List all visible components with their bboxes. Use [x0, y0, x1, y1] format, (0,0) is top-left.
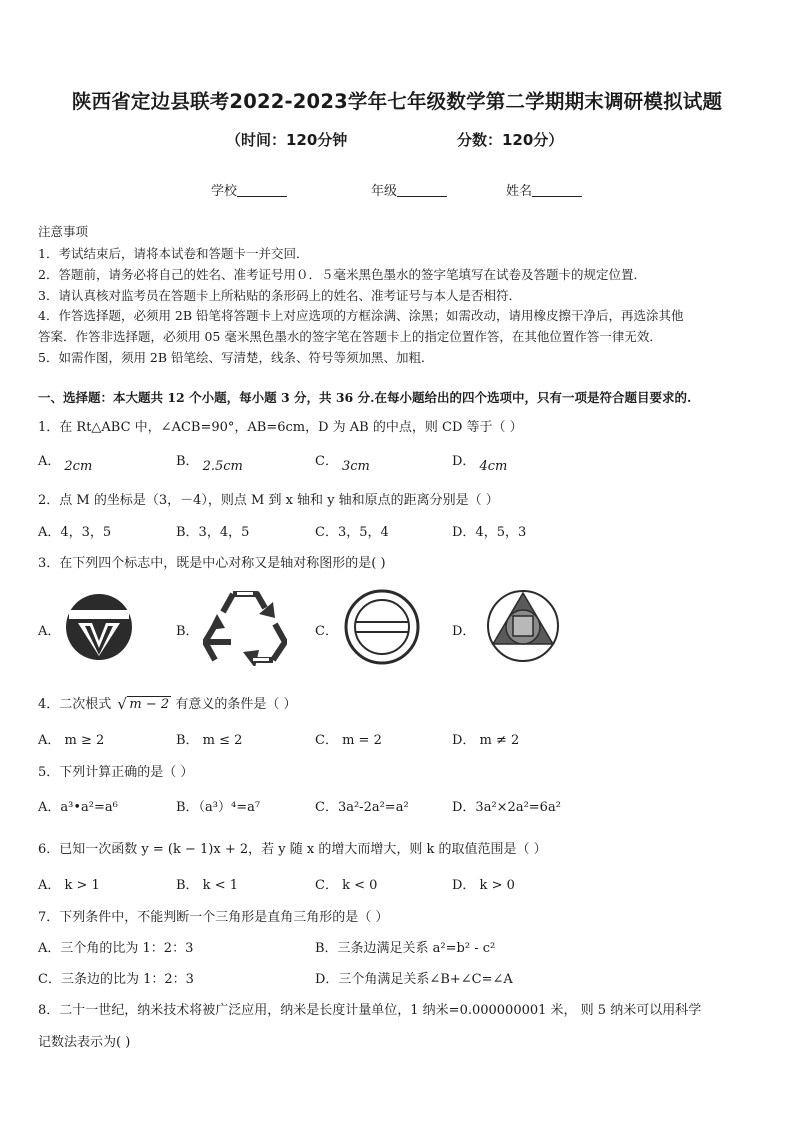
q6-option-c[interactable]: C． k < 0	[315, 878, 378, 893]
name-label: 姓名	[506, 184, 533, 199]
q7-option-c[interactable]: C．三条边的比为 1：2：3	[38, 972, 194, 987]
question-5-stem: 5．下列计算正确的是（ ）	[38, 765, 194, 780]
logo-a-emblem-icon	[64, 592, 134, 662]
grade-field[interactable]	[371, 180, 447, 199]
q2-option-c[interactable]: C．3，5，4	[315, 525, 389, 540]
option-label: D．	[452, 454, 476, 469]
q1-option-d[interactable]	[452, 450, 508, 474]
question-3-stem: 3．在下列四个标志中，既是中心对称又是轴对称图形的是( )	[38, 556, 386, 571]
q4-option-c[interactable]: C． m = 2	[315, 733, 382, 748]
note-item: 3．请认真核对监考员在答题卡上所粘贴的条形码上的姓名、准考证号与本人是否相符．	[38, 288, 521, 303]
q2-option-d[interactable]: D．4，5，3	[452, 525, 527, 540]
page-title: 陕西省定边县联考2022-2023学年七年级数学第二学期期末调研模拟试题	[71, 90, 723, 113]
q1-option-a[interactable]	[38, 450, 93, 474]
question-1-stem: 1．在 Rt△ABC 中，∠ACB=90°，AB=6cm，D 为 AB 的中点，则 CD 等于（ ）	[38, 420, 523, 435]
q7-option-d[interactable]: D．三个角满足关系∠B+∠C=∠A	[315, 972, 513, 987]
q1-option-c[interactable]	[315, 450, 370, 474]
question-8-stem-cont: 记数法表示为( )	[38, 1035, 131, 1050]
q3-option-d[interactable]: D．	[452, 624, 476, 639]
q6-option-b[interactable]: B． k < 1	[176, 878, 238, 893]
q4-option-a[interactable]: A． m ≥ 2	[38, 733, 105, 748]
logo-c-circle-bar-icon	[342, 588, 422, 666]
question-2-stem: 2．点 M 的坐标是（3，－4），则点 M 到 x 轴和 y 轴和原点的距离分别是（ ）	[38, 493, 499, 508]
option-label: A．	[38, 454, 61, 469]
logo-d-triangle-circle-icon	[484, 588, 562, 664]
question-4-stem	[38, 693, 296, 712]
note-item: 答案．作答非选择题，必须用 05 毫米黑色墨水的签字笔在答题卡上的指定位置作答，在其他位置作答一律无效．	[38, 329, 662, 344]
q5-option-a[interactable]: A．a³•a²=a⁶	[38, 800, 118, 815]
question-6-stem: 6．已知一次函数 y = (k − 1)x + 2，若 y 随 x 的增大而增大，则 k 的取值范围是（ ）	[38, 842, 547, 857]
q4-radical: √ m − 2	[117, 695, 170, 713]
section-heading: 一、选择题：本大题共 12 个小题，每小题 3 分，共 36 分.在每小题给出的四个选项中，只有一项是符合题目要求的.	[38, 390, 692, 405]
note-item: 2．答题前，请务必将自己的姓名、准考证号用０．５毫米黑色墨水的签字笔填写在试卷及答题卡的规定位置．	[38, 267, 646, 282]
school-field[interactable]	[211, 180, 287, 199]
q4-option-b[interactable]: B． m ≤ 2	[176, 733, 243, 748]
q2-option-a[interactable]: A．4，3，5	[38, 525, 112, 540]
logo-b-recycle-icon	[203, 586, 287, 666]
option-value: 2.5cm	[202, 459, 243, 474]
q5-option-c[interactable]: C．3a²-2a²=a²	[315, 800, 409, 815]
option-value: 3cm	[341, 459, 370, 474]
grade-label: 年级	[371, 184, 398, 199]
q3-option-a[interactable]: A．	[38, 624, 61, 639]
question-7-stem: 7．下列条件中，不能判断一个三角形是直角三角形的是（ ）	[38, 910, 389, 925]
option-value: 4cm	[479, 459, 508, 474]
q7-option-a[interactable]: A．三个角的比为 1：2：3	[38, 941, 194, 956]
q4-stem-post: 有意义的条件是（ ）	[175, 697, 297, 712]
note-item: 5．如需作图，须用 2B 铅笔绘、写清楚，线条、符号等须加黑、加粗．	[38, 350, 434, 365]
q6-option-d[interactable]: D． k > 0	[452, 878, 515, 893]
q3-option-c[interactable]: C．	[315, 624, 338, 639]
note-item: 4．作答选择题，必须用 2B 铅笔将答题卡上对应选项的方框涂满、涂黑；如需改动，请用橡皮擦干净后，再选涂其他	[38, 308, 684, 323]
notes-heading: 注意事项	[38, 224, 89, 239]
school-label: 学校	[211, 184, 238, 199]
q5-option-b[interactable]: B．（a³）⁴=a⁷	[176, 800, 261, 815]
q6-option-a[interactable]: A． k > 1	[38, 878, 100, 893]
option-value: 2cm	[64, 459, 93, 474]
q5-option-d[interactable]: D．3a²×2a²=6a²	[452, 800, 561, 815]
q4-option-d[interactable]: D． m ≠ 2	[452, 733, 520, 748]
q1-option-b[interactable]	[176, 450, 243, 474]
school-blank[interactable]	[237, 183, 287, 197]
score-label: 分数：120分）	[457, 131, 564, 149]
option-label: B．	[176, 454, 199, 469]
time-label: （时间：120分钟	[226, 131, 348, 149]
q3-option-b[interactable]: B．	[176, 624, 199, 639]
note-item: 1．考试结束后，请将本试卷和答题卡一并交回．	[38, 246, 309, 261]
name-blank[interactable]	[532, 183, 582, 197]
grade-blank[interactable]	[397, 183, 447, 197]
name-field[interactable]	[506, 180, 582, 199]
question-8-stem: 8．二十一世纪，纳米技术将被广泛应用，纳米是长度计量单位，1 纳米=0.000000001 米， 则 5 纳米可以用科学	[38, 1003, 702, 1018]
q7-option-b[interactable]: B．三条边满足关系 a²=b² - c²	[315, 941, 496, 956]
q4-stem-pre: 4．二次根式	[38, 697, 112, 712]
q2-option-b[interactable]: B．3，4，5	[176, 525, 250, 540]
option-label: C．	[315, 454, 338, 469]
